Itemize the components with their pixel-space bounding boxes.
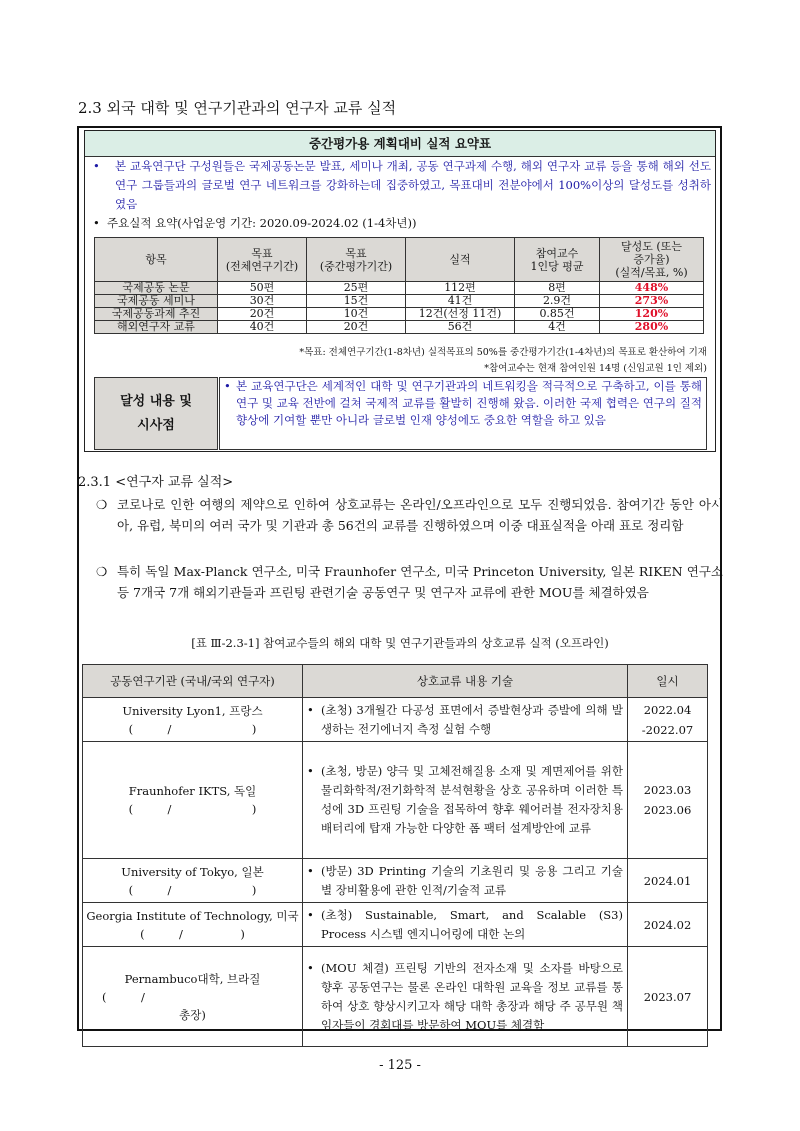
content-bullet: [307, 701, 623, 739]
content-text: (방문) 3D Printing 기술의 기초원리 및 응용 그리고 기술별 장비활용에 관한 인적/기술적 교류: [321, 863, 623, 897]
content-cell: [303, 698, 628, 742]
bullet-dot: •: [307, 863, 314, 878]
subsection-heading: 2.3.1 <연구자 교류 실적>: [78, 475, 234, 490]
bullet-dot: •: [307, 764, 314, 778]
institution-role: 총장): [179, 1007, 206, 1022]
table-cell: 30건: [218, 295, 307, 308]
table-cell: 8편: [515, 282, 600, 295]
achievement-rate: 280%: [600, 321, 704, 334]
achievement-label-line: 달성 내용 및: [120, 394, 192, 409]
table-cell: 112편: [406, 282, 515, 295]
summary-box: [84, 130, 716, 452]
date-cell: [628, 947, 708, 1047]
content-text: (초청, 방문) 양극 및 고체전해질용 소재 및 계면제어를 위한 물리화학적/전기화학적 분석현황을 상호 공유하며 이러한 특성에 3D 프린팅 기술을 접목하여 향후 웨어러블 전자장치용 배터리에 탑재 가능한 다양한 폼 팩터 설계방안에 교류: [321, 764, 623, 835]
content-text: (MOU 체결) 프린팅 기반의 전자소재 및 소자를 바탕으로 향후 공동연구는 물론 온라인 대학원 교육을 정보 교류를 통하여 상호 향상시키고자 해당 대학 총장과 해당 주 공무원 책임자들이 경회대를 방문하여 MOU를 체결함: [321, 960, 623, 1032]
table-caption: [표 Ⅲ-2.3-1] 참여교수들의 해외 대학 및 연구기관들과의 상호교류 실적 (오프라인): [191, 636, 609, 650]
achievement-rate: 120%: [600, 308, 704, 321]
table-cell: 25편: [307, 282, 406, 295]
table-header-row: [95, 238, 704, 282]
table-note: *목표: 전체연구기간(1-8차년) 실적목표의 50%를 중간평가기간(1-4차년)의 목표로 환산하여 기재: [299, 347, 707, 358]
table-row: [83, 698, 708, 742]
achievement-rate: 448%: [600, 282, 704, 295]
content-bullet: [307, 906, 623, 944]
page-number: - 125 -: [379, 1058, 421, 1073]
table-cell: 0.85건: [515, 308, 600, 321]
row-label: 국제공동과제 추진: [95, 308, 218, 321]
summary-stats-table: [94, 237, 704, 334]
header-cell: 목표 (전체연구기간): [218, 238, 307, 282]
table-row: [83, 903, 708, 947]
table-row: [95, 282, 704, 295]
date-value: 2023.06: [643, 803, 692, 817]
header-cell: 참여교수 1인당 평균: [515, 238, 600, 282]
content-bullet: [307, 862, 623, 900]
table-cell: 50편: [218, 282, 307, 295]
achievement-label-line: 시사점: [137, 418, 175, 433]
table-cell: 10건: [307, 308, 406, 321]
circle-bullet: ❍: [96, 497, 108, 512]
bullet-dot: •: [224, 379, 231, 393]
header-cell: 공동연구기관 (국내/국외 연구자): [83, 665, 303, 698]
table-cell: 41건: [406, 295, 515, 308]
section-heading: 2.3 외국 대학 및 연구기관과의 연구자 교류 실적: [78, 99, 397, 117]
table-row: [83, 859, 708, 903]
date-cell: [628, 859, 708, 903]
summary-bullet-2: 주요실적 요약(사업운영 기간: 2020.09-2024.02 (1-4차년)): [107, 216, 417, 230]
header-cell: 실적: [406, 238, 515, 282]
summary-bullet-1: 본 교육연구단 구성원들은 국제공동논문 발표, 세미나 개최, 공동 연구과제 수행, 해외 연구자 교류 등을 통해 해외 선도 연구 그룹들과의 글로벌 연구 네트워크를 강화하는데 집중하였고, 목표대비 전분야에서 100%이상의 달성도를 성취하였음: [115, 159, 711, 211]
table-cell: 40건: [218, 321, 307, 334]
table-cell: 12건(선정 11건): [406, 308, 515, 321]
header-cell: 항목: [95, 238, 218, 282]
date-cell: [628, 903, 708, 947]
institution-researchers: ( / ): [128, 882, 257, 897]
date-value: 2024.02: [643, 917, 692, 932]
content-bullet: [307, 762, 623, 838]
achievement-text: 본 교육연구단은 세계적인 대학 및 연구기관과의 네트워킹을 적극적으로 구축하고, 이를 통해 연구 및 교육 전반에 걸쳐 국제적 교류를 활발히 진행해 왔음. 이러한 국제 협력은 연구의 질적 향상에 기여할 뿐만 아니라 글로벌 인재 양성에도 중요한 역할을 하고 있음: [236, 379, 702, 427]
row-label: 국제공동 세미나: [95, 295, 218, 308]
institution-name: University of Tokyo, 일본: [121, 864, 264, 879]
paragraph-1: 코로나로 인한 여행의 제약으로 인하여 상호교류는 온라인/오프라인으로 모두 진행되었음. 참여기간 동안 아시아, 유럽, 북미의 여러 국가 및 기관과 총 56건의 교류를 진행하였으며 이중 대표실적을 아래 표로 정리함: [117, 497, 723, 533]
header-cell: 상호교류 내용 기술: [303, 665, 628, 698]
achievement-label: [94, 377, 218, 450]
table-cell: 20건: [307, 321, 406, 334]
content-cell: [303, 903, 628, 947]
bullet-dot: •: [307, 960, 314, 975]
header-cell: 달성도 (또는 증가율) (실적/목표, %): [600, 238, 704, 282]
content-cell: [303, 947, 628, 1047]
date-cell: [628, 742, 708, 859]
institution-name: University Lyon1, 프랑스: [122, 703, 263, 718]
date-value: 2023.03: [643, 783, 692, 797]
content-text: (초청) Sustainable, Smart, and Scalable (S3) Process 시스템 엔지니어링에 대한 논의: [321, 907, 623, 941]
row-label: 국제공동 논문: [95, 282, 218, 295]
institution-researchers: ( / ): [140, 926, 245, 941]
achievement-bullet: [224, 378, 702, 429]
institution-name: Pernambuco대학, 브라질: [124, 971, 261, 986]
date-cell: [628, 698, 708, 742]
date-value: 2022.04: [643, 702, 692, 717]
row-label: 해외연구자 교류: [95, 321, 218, 334]
header-cell: 일시: [628, 665, 708, 698]
institution-researchers: ( / ): [128, 802, 257, 816]
table-row: [95, 321, 704, 334]
table-header-row: [83, 665, 708, 698]
table-cell: 4건: [515, 321, 600, 334]
institution-cell: [83, 742, 303, 859]
achievement-description: [219, 377, 707, 450]
table-row: [83, 947, 708, 1047]
table-cell: 2.9건: [515, 295, 600, 308]
table-note: *참여교수는 현재 참여인원 14명 (신임교원 1인 제외): [484, 363, 707, 374]
institution-researchers: ( /: [102, 989, 145, 1004]
institution-name: Fraunhofer IKTS, 독일: [128, 784, 257, 798]
summary-title: 중간평가용 계획대비 실적 요약표: [85, 131, 715, 157]
bullet-dot: •: [307, 702, 314, 717]
date-value: 2024.01: [643, 873, 692, 888]
institution-cell: [83, 859, 303, 903]
institution-cell: [83, 698, 303, 742]
institution-cell: [83, 947, 303, 1047]
bullet-dot: •: [93, 216, 100, 230]
date-value: -2022.07: [641, 722, 694, 737]
bullet-dot: •: [93, 159, 100, 173]
bullet-dot: •: [307, 907, 314, 922]
table-cell: 56건: [406, 321, 515, 334]
paragraph-2: 특히 독일 Max-Planck 연구소, 미국 Fraunhofer 연구소, 미국 Princeton University, 일본 RIKEN 연구소 등 7개국 7개 해외기관들과 프린팅 관련기술 공동연구 및 연구자 교류에 관한 MOU를 체결하였음: [117, 564, 723, 600]
table-cell: 20건: [218, 308, 307, 321]
institution-cell: [83, 903, 303, 947]
institution-name: Georgia Institute of Technology, 미국: [86, 908, 299, 923]
table-row: [83, 742, 708, 859]
achievement-rate: 273%: [600, 295, 704, 308]
exchange-table: [82, 664, 708, 1047]
table-row: [95, 295, 704, 308]
table-cell: 15건: [307, 295, 406, 308]
content-cell: [303, 859, 628, 903]
circle-bullet: ❍: [96, 564, 108, 579]
header-cell: 목표 (중간평가기간): [307, 238, 406, 282]
date-value: 2023.07: [643, 989, 692, 1004]
content-text: (초청) 3개월간 다공성 표면에서 증발현상과 증발에 의해 발생하는 전기에너지 측정 실험 수행: [321, 702, 623, 736]
table-row: [95, 308, 704, 321]
institution-researchers: ( / ): [128, 721, 257, 736]
content-cell: [303, 742, 628, 859]
content-bullet: [307, 959, 623, 1035]
